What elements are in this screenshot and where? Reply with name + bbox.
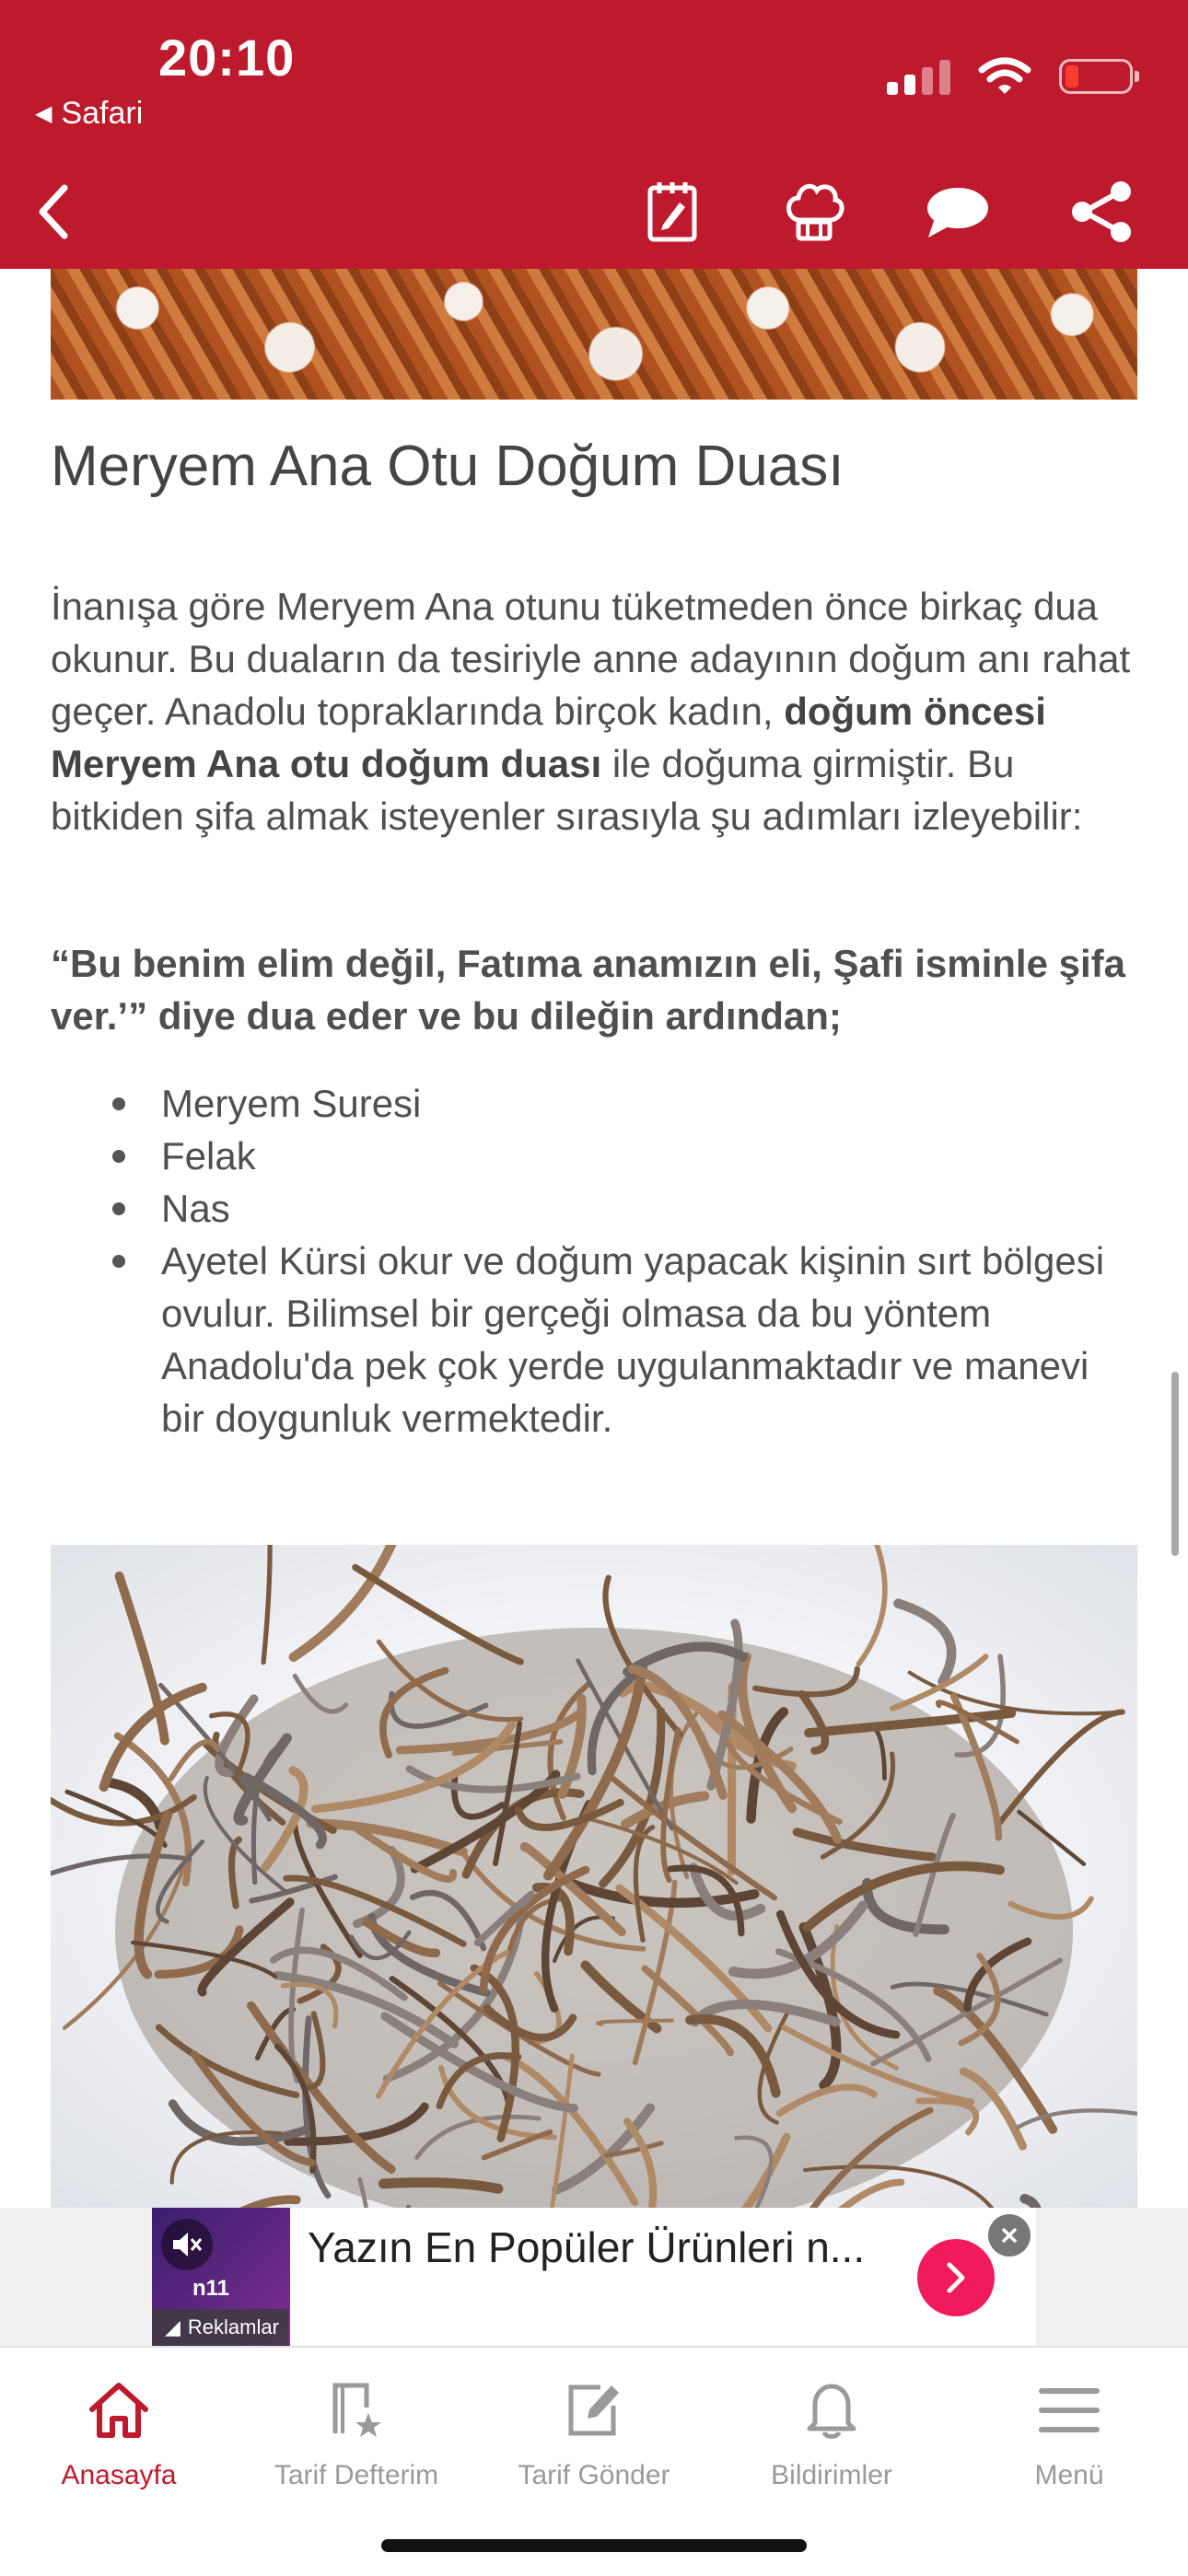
intro-bold-link: doğum öncesi Meryem Ana otu doğum duası [51,690,1046,785]
scroll-indicator[interactable] [1171,1372,1179,1556]
root-strand [858,1545,884,1665]
ad-title[interactable]: Yazın En Popüler Ürünleri n... [308,2223,866,2271]
list-item: Felak [51,1130,1137,1182]
bookmark-star-icon [326,2380,387,2441]
root-strand [1018,2110,1137,2129]
tab-label: Anasayfa [61,2460,177,2490]
back-to-safari[interactable] [35,96,143,132]
status-indicators [887,57,1133,96]
app-header [0,0,1188,269]
tab-label: Menü [1034,2460,1104,2490]
bell-icon [802,2379,861,2442]
nav-toolbar [0,166,1188,258]
recipe-notes-button[interactable] [626,166,718,258]
ad-label [152,2309,288,2346]
cellular-signal-icon [887,58,950,95]
tab-label: Tarif Gönder [518,2460,670,2490]
ad-cta-button[interactable] [917,2239,995,2316]
ad-close-button[interactable] [988,2214,1031,2257]
status-time: 20:10 [158,29,296,87]
back-triangle-icon: ◀ [35,101,52,126]
frosted-plant-photo [51,269,1137,400]
tab-tarif-defterim[interactable] [238,2366,475,2491]
tab-bildirimler[interactable] [713,2366,950,2491]
intro-text-2: ile doğuma girmiştir. Bu bitkiden şifa almak isteyenler sırasıyla şu adımları izleyebilir: [51,742,1083,838]
root-strand [294,1545,413,1657]
notepad-icon [646,180,698,243]
speaker-muted-icon [171,2231,203,2258]
root-strand [383,2183,498,2189]
close-icon [1000,2226,1019,2245]
root-strand [208,2199,297,2208]
hamburger-icon [1038,2385,1101,2435]
tab-label: Bildirimler [771,2460,892,2490]
chevron-right-icon [942,2259,970,2296]
root-strand [1019,2199,1038,2208]
back-app-label: Safari [61,96,144,131]
chef-button[interactable] [768,166,860,258]
prayer-list [51,1077,1137,1445]
edit-icon [564,2380,624,2441]
list-item: Nas [51,1182,1137,1235]
prayer-quote: “Bu benim elim değil, Fatıma anamızın eli, Şafi isminle şifa ver.’” diye dua eder ve bu dileğin ardından; [51,942,1125,1038]
mute-button[interactable] [161,2219,213,2270]
section-heading: Meryem Ana Otu Doğum Duası [51,435,844,498]
chef-hat-icon [782,180,846,244]
tab-menu[interactable] [950,2366,1188,2491]
intro-text-1: İnanışa göre Meryem Ana otunu tüketmeden önce birkaç dua okunur. Bu duaların da tesiriyle anne adayının doğum anı rahat geçer. Anadolu topraklarında birçok kadın, [51,585,1131,733]
share-icon [1069,181,1134,242]
dried-roots-illustration [51,1545,1137,2208]
root-strand [259,1545,270,1663]
tab-label: Tarif Defterim [274,2460,439,2490]
dried-roots-photo[interactable] [51,1545,1137,2208]
list-item: Meryem Suresi [51,1077,1137,1130]
home-icon [87,2380,151,2441]
tab-anasayfa[interactable] [0,2366,238,2491]
wifi-icon [978,57,1031,96]
battery-icon [1059,59,1133,94]
list-item: Ayetel Kürsi okur ve doğum yapacak kişinin sırt bölgesi ovulur. Bilimsel bir gerçeği olmasa da bu yöntem Anadolu'da pek çok yerde uygulanmaktadır ve manevi bir doygunluk vermektedir. [51,1235,1137,1445]
comments-button[interactable] [912,166,1004,258]
intro-paragraph [51,580,1137,842]
root-strand [898,1604,951,1682]
tab-tarif-gonder[interactable] [475,2366,713,2491]
chevron-left-icon [35,182,72,241]
chat-bubble-icon [925,184,991,239]
ad-label-text: Reklamlar [187,2315,279,2338]
back-button[interactable] [7,166,99,258]
ad-brand-logo: n11 [192,2276,230,2301]
home-indicator[interactable] [381,2539,807,2552]
share-button[interactable] [1055,166,1147,258]
ad-choices-icon: ◢ [165,2315,181,2338]
ad-thumbnail[interactable] [152,2208,290,2346]
article-body [51,433,1137,1440]
